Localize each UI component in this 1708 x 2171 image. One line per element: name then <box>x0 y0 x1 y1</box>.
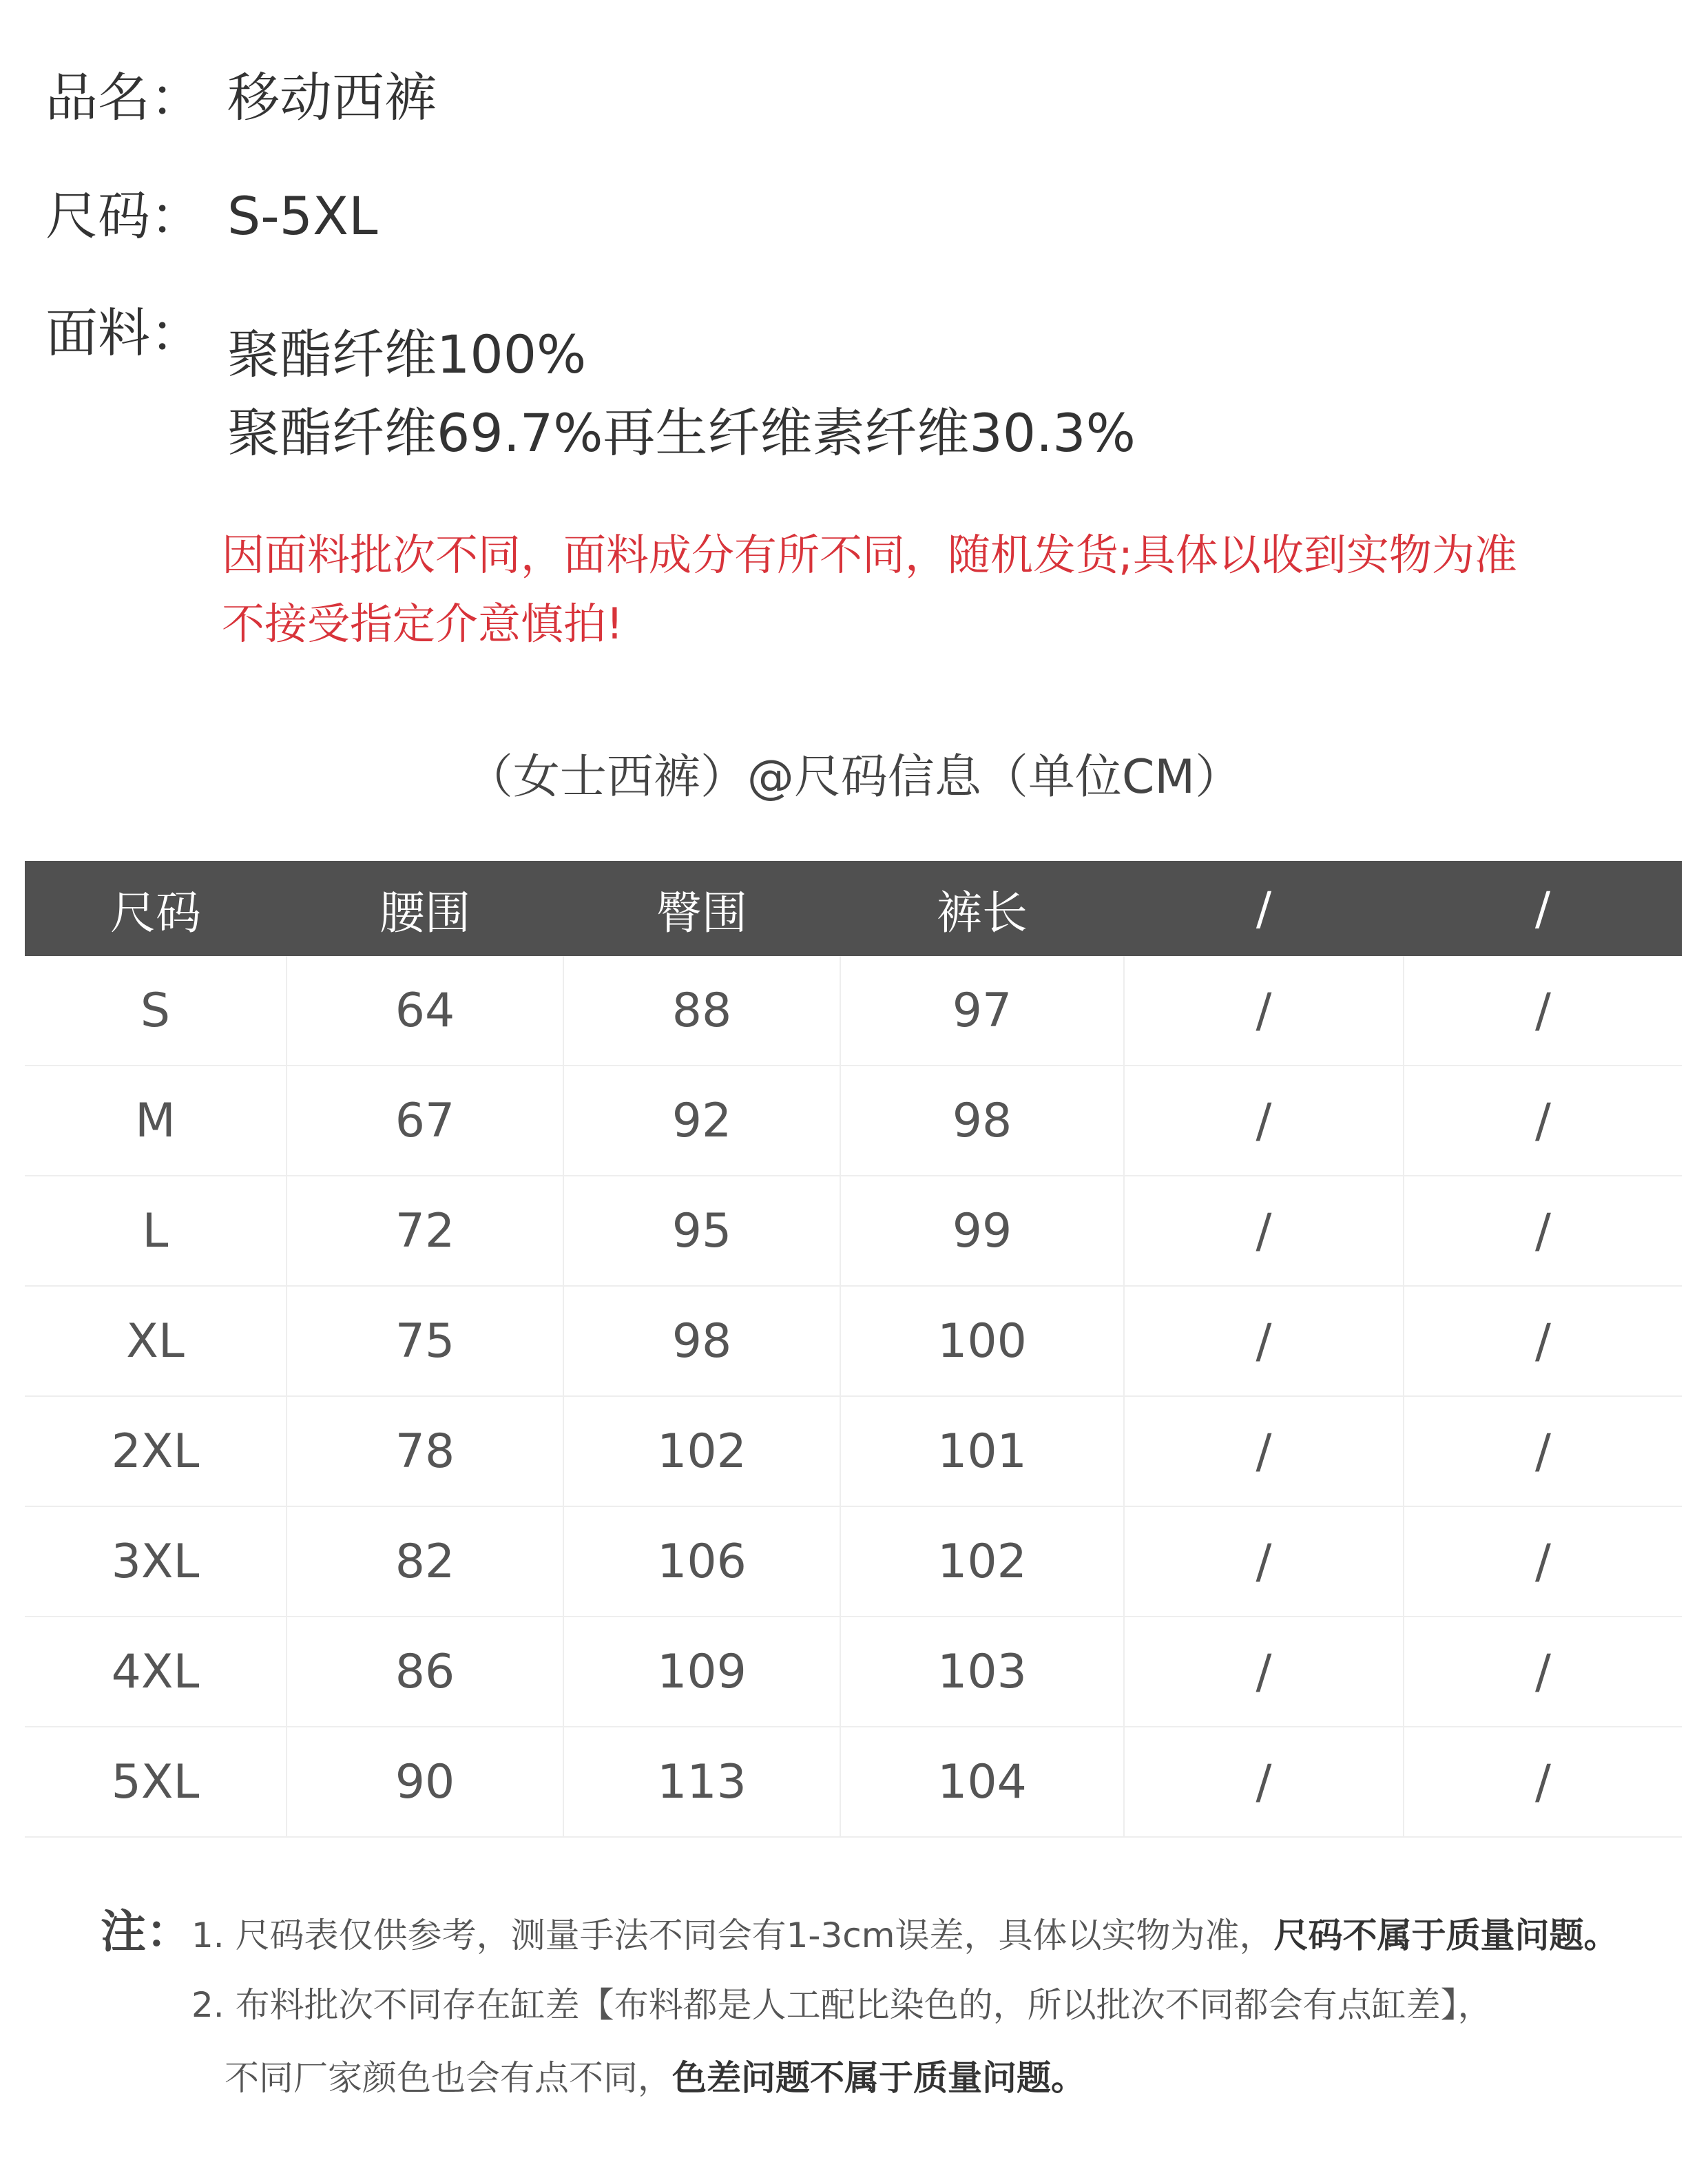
cell-empty-2: / <box>1404 1617 1682 1727</box>
table-header-row <box>25 861 1682 956</box>
cell-hip: 88 <box>563 956 840 1066</box>
warning-line-2: 不接受指定介意慎拍! <box>222 599 623 649</box>
batch-warning <box>222 521 1517 658</box>
header-empty-2: / <box>1404 861 1682 956</box>
cell-hip: 113 <box>563 1727 840 1837</box>
fabric-composition <box>227 315 1136 472</box>
cell-waist: 90 <box>287 1727 563 1837</box>
table-row <box>25 956 1682 1066</box>
cell-hip: 92 <box>563 1066 840 1176</box>
note-2-bold: 色差问题不属于质量问题。 <box>672 2058 1085 2098</box>
cell-empty-2: / <box>1404 1396 1682 1506</box>
cell-size: 4XL <box>25 1617 287 1727</box>
note-2-text: 2. 布料批次不同存在缸差【布料都是人工配比染色的，所以批次不同都会有点缸差】， <box>191 1985 1492 2025</box>
cell-length: 103 <box>840 1617 1124 1727</box>
cell-waist: 86 <box>287 1617 563 1727</box>
cell-empty-2: / <box>1404 1066 1682 1176</box>
cell-hip: 98 <box>563 1286 840 1396</box>
fabric-label: 面料： <box>45 302 202 364</box>
cell-length: 102 <box>840 1506 1124 1617</box>
cell-waist: 64 <box>287 956 563 1066</box>
cell-empty-2: / <box>1404 1727 1682 1837</box>
size-range-label: 尺码： <box>45 185 202 247</box>
size-table-title: （女士西裤）@尺码信息（单位CM） <box>466 750 1242 804</box>
table-row <box>25 1286 1682 1396</box>
notes-section <box>101 1895 1618 2115</box>
cell-empty-1: / <box>1124 1396 1404 1506</box>
cell-waist: 78 <box>287 1396 563 1506</box>
table-body <box>25 956 1682 1837</box>
size-range-value: S-5XL <box>227 185 378 247</box>
cell-empty-1: / <box>1124 1066 1404 1176</box>
cell-size: 2XL <box>25 1396 287 1506</box>
warning-line-1: 因面料批次不同，面料成分有所不同，随机发货;具体以收到实物为准 <box>222 530 1517 580</box>
cell-empty-1: / <box>1124 1176 1404 1286</box>
table-row <box>25 1066 1682 1176</box>
table-row <box>25 1396 1682 1506</box>
product-name-row <box>45 67 437 128</box>
cell-size: L <box>25 1176 287 1286</box>
cell-hip: 102 <box>563 1396 840 1506</box>
note-1-bold: 尺码不属于质量问题。 <box>1273 1915 1618 1955</box>
cell-waist: 67 <box>287 1066 563 1176</box>
cell-length: 98 <box>840 1066 1124 1176</box>
fabric-line-1: 聚酯纤维100% <box>227 324 587 385</box>
cell-size: 5XL <box>25 1727 287 1837</box>
cell-waist: 75 <box>287 1286 563 1396</box>
cell-empty-1: / <box>1124 1286 1404 1396</box>
fabric-line-2: 聚酯纤维69.7%再生纤维素纤维30.3% <box>227 402 1136 464</box>
cell-length: 100 <box>840 1286 1124 1396</box>
cell-empty-1: / <box>1124 956 1404 1066</box>
note-2-continued <box>101 2042 1618 2115</box>
note-1-text: 1. 尺码表仅供参考，测量手法不同会有1-3cm误差，具体以实物为准， <box>191 1915 1274 1955</box>
cell-waist: 82 <box>287 1506 563 1617</box>
notes-label: 注： <box>101 1905 191 1958</box>
size-table <box>25 861 1682 1838</box>
header-waist: 腰围 <box>287 861 563 956</box>
table-row <box>25 1176 1682 1286</box>
cell-empty-1: / <box>1124 1727 1404 1837</box>
table-row <box>25 1617 1682 1727</box>
cell-size: 3XL <box>25 1506 287 1617</box>
cell-empty-2: / <box>1404 956 1682 1066</box>
cell-length: 97 <box>840 956 1124 1066</box>
fabric-row <box>45 302 227 364</box>
header-empty-1: / <box>1124 861 1404 956</box>
cell-empty-2: / <box>1404 1286 1682 1396</box>
table-row <box>25 1727 1682 1837</box>
note-2 <box>101 1969 1618 2042</box>
note-2-line2-text: 不同厂家颜色也会有点不同， <box>225 2058 672 2098</box>
cell-empty-2: / <box>1404 1176 1682 1286</box>
cell-hip: 106 <box>563 1506 840 1617</box>
product-name-value: 移动西裤 <box>227 67 437 128</box>
cell-size: XL <box>25 1286 287 1396</box>
cell-size: M <box>25 1066 287 1176</box>
product-name-label: 品名： <box>45 67 202 128</box>
header-length: 裤长 <box>840 861 1124 956</box>
cell-size: S <box>25 956 287 1066</box>
cell-waist: 72 <box>287 1176 563 1286</box>
cell-empty-1: / <box>1124 1617 1404 1727</box>
size-range-row <box>45 185 378 247</box>
note-1 <box>101 1895 1618 1969</box>
table-row <box>25 1506 1682 1617</box>
cell-length: 101 <box>840 1396 1124 1506</box>
cell-empty-2: / <box>1404 1506 1682 1617</box>
cell-length: 99 <box>840 1176 1124 1286</box>
cell-empty-1: / <box>1124 1506 1404 1617</box>
header-hip: 臀围 <box>563 861 840 956</box>
header-size: 尺码 <box>25 861 287 956</box>
cell-length: 104 <box>840 1727 1124 1837</box>
cell-hip: 95 <box>563 1176 840 1286</box>
cell-hip: 109 <box>563 1617 840 1727</box>
